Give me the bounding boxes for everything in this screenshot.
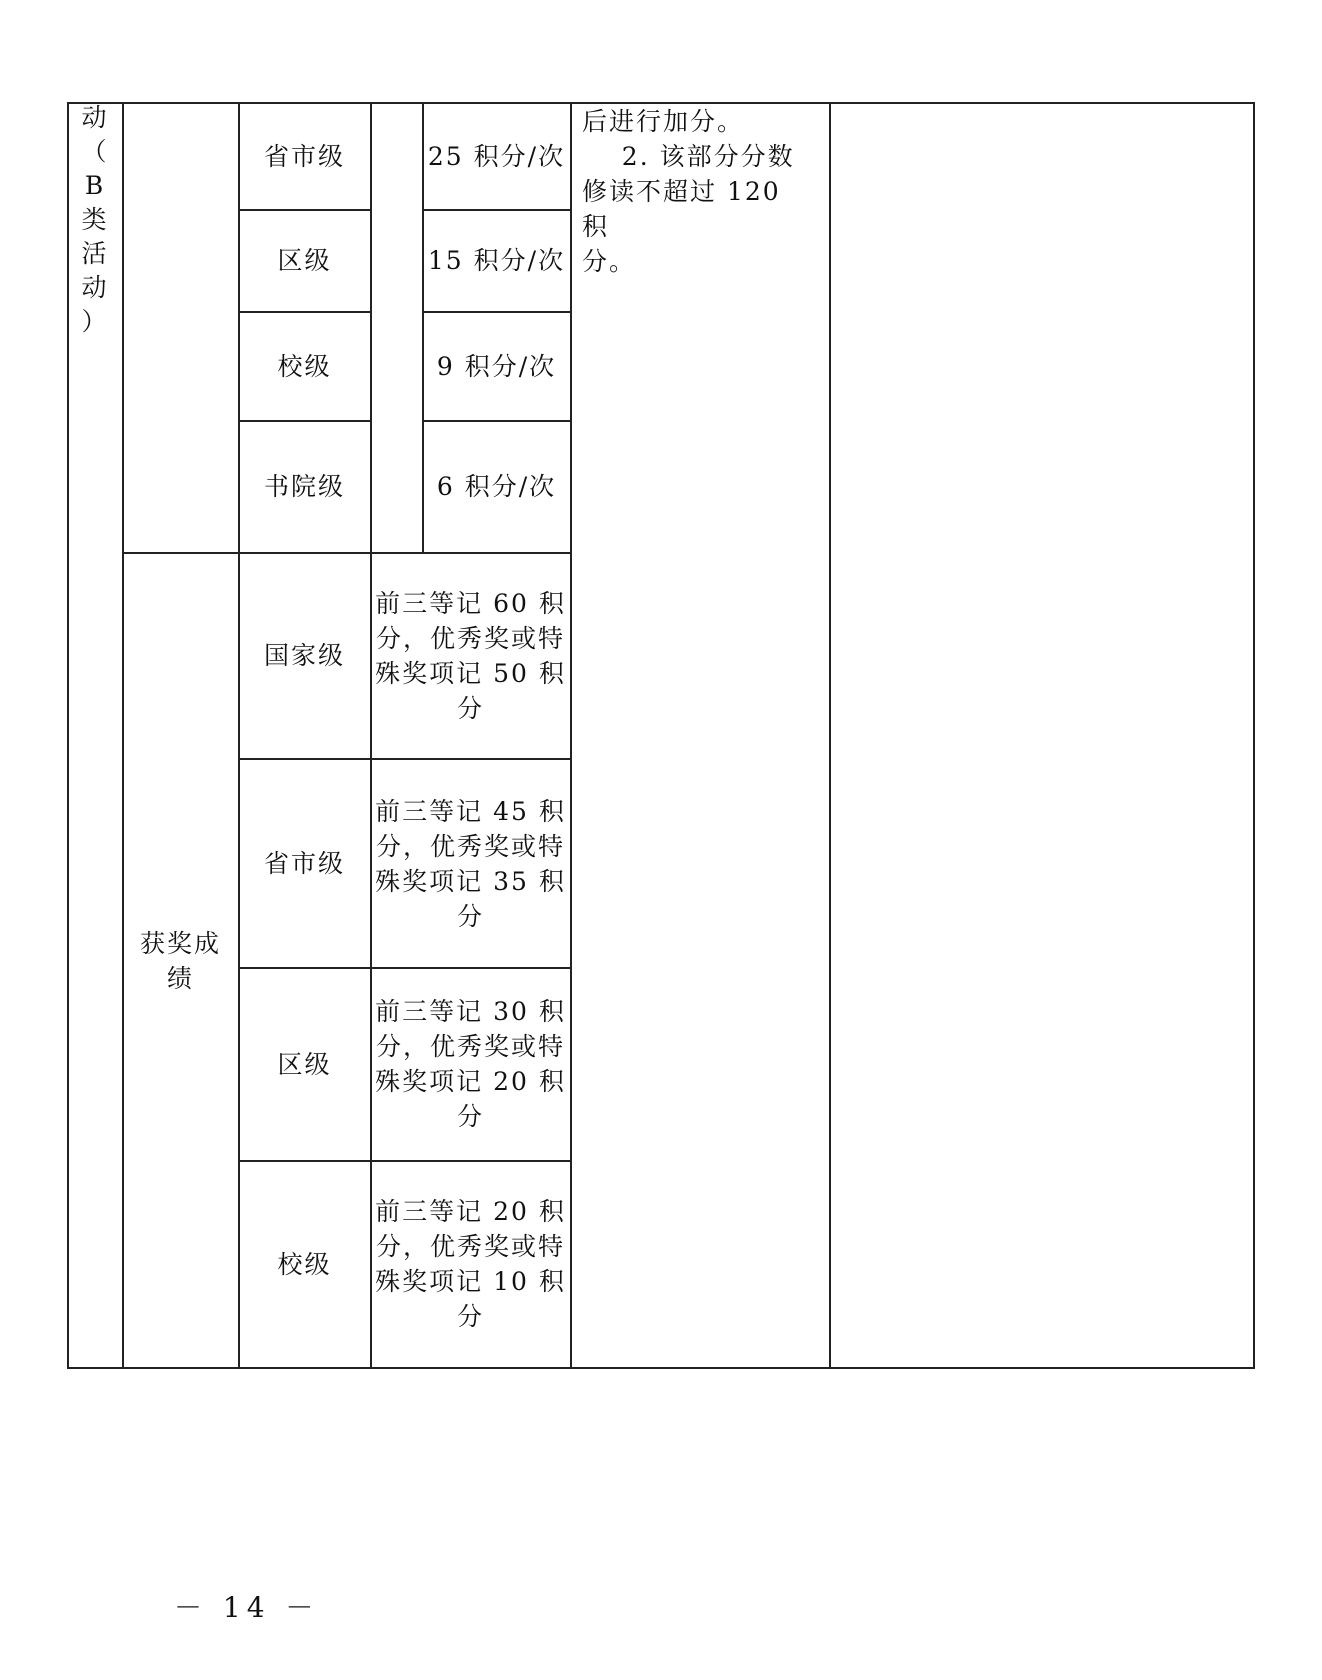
award-level-cell: 国家级 bbox=[263, 641, 345, 670]
note-line: 分。 bbox=[582, 247, 637, 276]
award-rule-line: 前三等记 45 积 bbox=[375, 797, 566, 826]
award-rule-line: 前三等记 20 积 bbox=[375, 1197, 566, 1226]
award-rule-cell bbox=[371, 586, 570, 726]
category-char: 类 bbox=[81, 205, 107, 234]
notes-cell bbox=[582, 104, 812, 279]
page-number: － 14 － bbox=[174, 1591, 320, 1624]
awards-group-label bbox=[123, 926, 238, 996]
award-rule-line: 分 bbox=[456, 1302, 484, 1331]
activity-level-cell: 书院级 bbox=[263, 472, 345, 501]
activity-points-cell: 15 积分/次 bbox=[427, 246, 566, 275]
award-rule-line: 殊奖项记 35 积 bbox=[375, 867, 566, 896]
award-rule-line: 分 bbox=[456, 902, 484, 931]
award-rule-line: 殊奖项记 50 积 bbox=[375, 659, 566, 688]
note-line: 修读不超过 120 积 bbox=[582, 177, 791, 241]
award-rule-line: 前三等记 30 积 bbox=[375, 997, 566, 1026]
activity-level-cell: 校级 bbox=[277, 351, 332, 381]
award-level-cell: 校级 bbox=[277, 1249, 332, 1279]
award-rule-line: 分，优秀奖或特 bbox=[375, 1032, 565, 1061]
award-rule-cell bbox=[371, 1194, 570, 1334]
award-rule-line: 分，优秀奖或特 bbox=[375, 1232, 565, 1261]
award-rule-line: 分 bbox=[456, 1102, 484, 1131]
award-level-cell: 省市级 bbox=[263, 848, 345, 878]
award-rule-cell bbox=[371, 794, 570, 934]
activity-points-cell: 9 积分/次 bbox=[436, 351, 557, 381]
activity-level-cell: 省市级 bbox=[263, 141, 345, 171]
award-rule-line: 殊奖项记 10 积 bbox=[375, 1267, 566, 1296]
award-rule-line: 分，优秀奖或特 bbox=[375, 832, 565, 861]
award-rule-cell bbox=[371, 994, 570, 1134]
award-rule-line: 殊奖项记 20 积 bbox=[375, 1067, 566, 1096]
awards-group-label-line: 获奖成 bbox=[139, 929, 221, 958]
category-char: （ bbox=[81, 137, 107, 166]
award-level-cell: 区级 bbox=[277, 1049, 332, 1079]
category-vertical-label bbox=[68, 101, 120, 339]
category-char: B bbox=[84, 171, 104, 200]
award-rule-line: 分，优秀奖或特 bbox=[375, 624, 565, 653]
category-char: 动 bbox=[81, 273, 107, 302]
category-char: 活 bbox=[81, 239, 107, 268]
activity-points-cell: 25 积分/次 bbox=[427, 141, 566, 171]
category-char: 动 bbox=[81, 103, 107, 132]
activity-level-cell: 区级 bbox=[277, 246, 332, 275]
awards-group-label-line: 绩 bbox=[166, 964, 194, 993]
award-rule-line: 分 bbox=[456, 694, 484, 723]
note-line: 后进行加分。 bbox=[582, 107, 745, 136]
note-line: 2. 该部分分数 bbox=[582, 142, 795, 171]
award-rule-line: 前三等记 60 积 bbox=[375, 589, 566, 618]
category-char: ） bbox=[81, 307, 107, 336]
activity-points-cell: 6 积分/次 bbox=[436, 472, 557, 501]
